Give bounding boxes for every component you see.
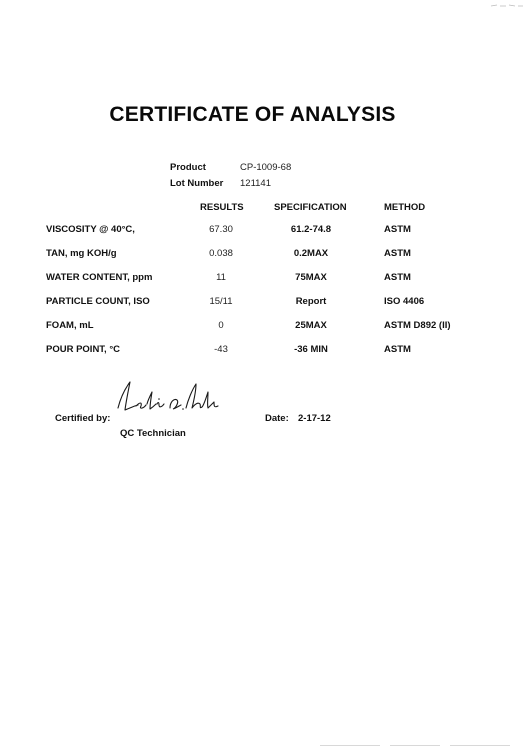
result-value: 67.30 bbox=[209, 224, 233, 235]
method-value: ASTM D892 (II) bbox=[384, 320, 451, 331]
method-value: ASTM bbox=[384, 344, 411, 355]
certified-by-label: Certified by: bbox=[55, 413, 111, 424]
qc-technician-label: QC Technician bbox=[120, 428, 186, 439]
method-value: ASTM bbox=[384, 248, 411, 259]
specification-value: Report bbox=[295, 296, 327, 307]
scan-bottom-edge bbox=[320, 744, 510, 747]
method-header: METHOD bbox=[384, 202, 426, 213]
signature bbox=[110, 378, 220, 420]
date-label: Date: bbox=[265, 413, 289, 424]
specification-value: 25MAX bbox=[295, 320, 327, 331]
document-title: CERTIFICATE OF ANALYSIS bbox=[109, 103, 396, 126]
property-label: PARTICLE COUNT, ISO bbox=[46, 296, 150, 307]
result-value: 15/11 bbox=[209, 296, 233, 307]
property-label: TAN, mg KOH/g bbox=[46, 248, 117, 259]
specification-value: 75MAX bbox=[295, 272, 327, 283]
results-header: RESULTS bbox=[200, 202, 244, 213]
specification-value: -36 MIN bbox=[294, 344, 328, 355]
property-label: WATER CONTENT, ppm bbox=[46, 272, 153, 283]
product-value: CP-1009-68 bbox=[240, 162, 292, 173]
property-label: FOAM, mL bbox=[46, 320, 94, 331]
method-value: ASTM bbox=[384, 272, 411, 283]
result-value: -43 bbox=[214, 344, 228, 355]
result-value: 11 bbox=[216, 272, 226, 283]
specification-header: SPECIFICATION bbox=[274, 202, 347, 213]
method-value: ISO 4406 bbox=[384, 296, 425, 307]
property-label: VISCOSITY @ 40°C, bbox=[46, 224, 135, 235]
specification-value: 0.2MAX bbox=[293, 248, 329, 259]
lot-number-label: Lot Number bbox=[170, 178, 224, 189]
method-value: ASTM bbox=[384, 224, 411, 235]
result-value: 0.038 bbox=[209, 248, 233, 259]
result-value: 0 bbox=[218, 320, 224, 331]
scan-edge-mark bbox=[490, 3, 524, 9]
lot-number-value: 121141 bbox=[240, 178, 271, 189]
property-label: POUR POINT, °C bbox=[46, 344, 121, 355]
date-value: 2-17-12 bbox=[298, 413, 331, 424]
product-label: Product bbox=[170, 162, 206, 173]
specification-value: 61.2-74.8 bbox=[290, 224, 332, 235]
